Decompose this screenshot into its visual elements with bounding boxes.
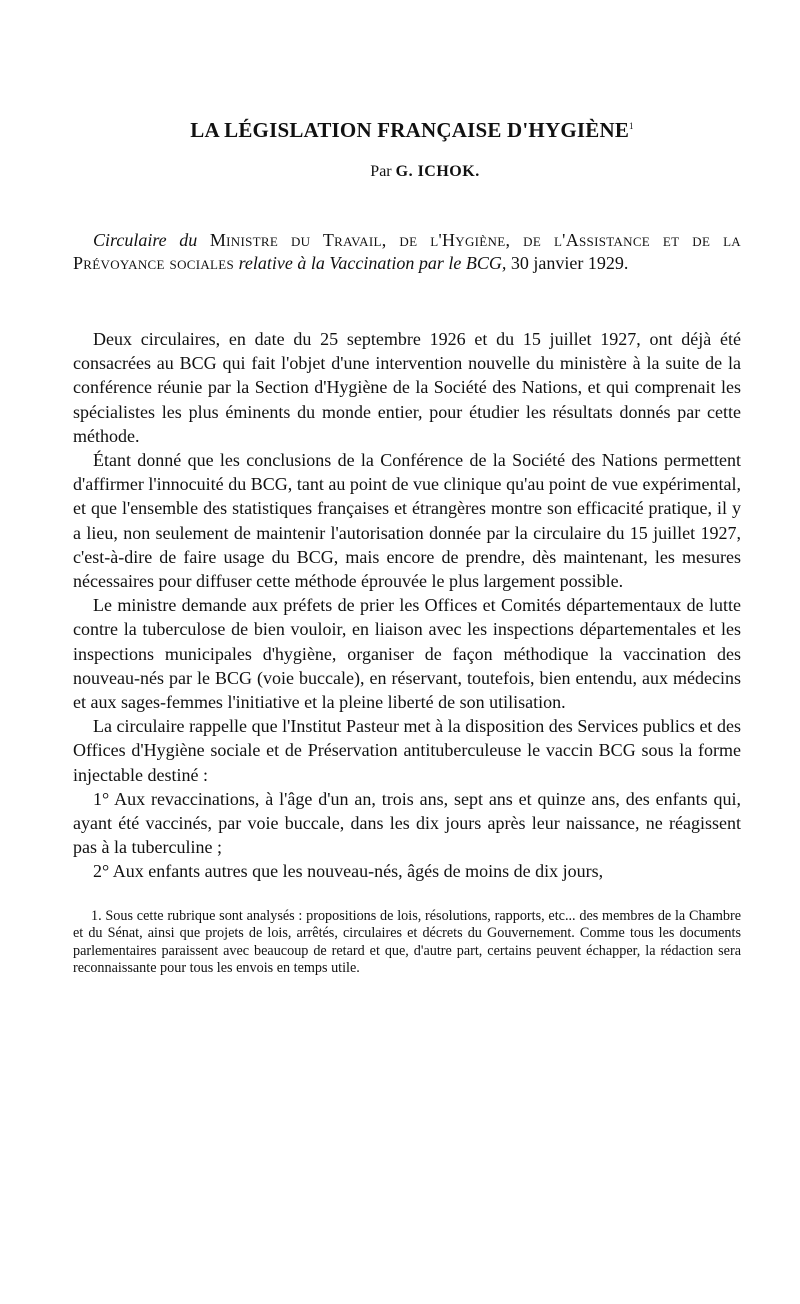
list-item: 1° Aux revaccinations, à l'âge d'un an, trois ans, sept ans et quinze ans, des enfants qui, ayant été vaccinés, par voie buccale, dans les dix jours après leur naissance, ne réagissent pas à la tuberculine ;: [73, 788, 741, 858]
article-body: [73, 327, 741, 884]
paragraph: Le ministre demande aux préfets de prier les Offices et Comités départementaux de lutte contre la tuberculose de bien vouloir, en liaison avec les inspections départementales et les inspections municipales d'hygiène, organiser de façon méthodique la vaccination des nouveau-nés par le BCG (voie buccale), en réservant, toutefois, bien entendu, aux médecins et aux sages-femmes l'initiative et la pleine liberté de son utilisation.: [73, 595, 741, 713]
paragraph: La circulaire rappelle que l'Institut Pasteur met à la disposition des Services publics et des Offices d'Hygiène sociale et de Préservation antituberculeuse le vaccin BCG sous la forme injectable destiné :: [73, 716, 741, 785]
circular-date: 30 janvier 1929.: [510, 253, 629, 273]
title-footnote-mark: 1: [629, 121, 634, 131]
author-name: G. ICHOK.: [395, 163, 480, 180]
paragraph: Étant donné que les conclusions de la Conférence de la Société des Nations permettent d'affirmer l'innocuité du BCG, tant au point de vue clinique qu'au point de vue expérimental, et que l'ensemble des statistiques françaises et étrangères montre son efficacité pratique, il y a lieu, non seulement de maintenir l'autorisation donnée par la circulaire du 15 juillet 1927, c'est-à-dire de faire usage du BCG, mais encore de prendre, dès maintenant, les mesures nécessaires pour diffuser cette méthode éprouvée le plus largement possible.: [73, 450, 741, 592]
circular-ministry: Ministre du Travail, de l'Hygiène, de l'Assistance et de la Prévoyance sociales: [73, 230, 741, 273]
byline: [73, 163, 741, 181]
circular-subject: relative à la Vaccination par le BCG,: [238, 253, 507, 273]
article-title: [73, 118, 741, 143]
page: [73, 118, 741, 978]
circular-label: Circulaire du: [93, 230, 198, 250]
paragraph: Deux circulaires, en date du 25 septembre 1926 et du 15 juillet 1927, ont déjà été consacrées au BCG qui fait l'objet d'une intervention nouvelle du ministère à la suite de la conférence réunie par la Section d'Hygiène de la Société des Nations, et qui comprenait les spécialistes les plus éminents du monde entier, pour étudier les résultats donnés par cette méthode.: [73, 329, 741, 446]
list-item: 2° Aux enfants autres que les nouveau-nés, âgés de moins de dix jours,: [93, 861, 604, 882]
byline-prefix: Par: [370, 163, 392, 180]
footnote-mark: 1.: [91, 907, 102, 924]
article-title-text: LA LÉGISLATION FRANÇAISE D'HYGIÈNE: [190, 118, 630, 142]
footnote-text: Sous cette rubrique sont analysés : propositions de lois, résolutions, rapports, etc... des membres de la Chambre et du Sénat, ainsi que projets de lois, arrêtés, circulaires et décrets du Gouvernement. Comme tous les documents parlementaires paraissent avec beaucoup de retard et que, d'autre part, certains peuvent échapper, la rédaction sera reconnaissante pour tous les envois en temps utile.: [73, 907, 742, 977]
circular-heading: [73, 229, 741, 275]
footnote: [73, 908, 741, 978]
